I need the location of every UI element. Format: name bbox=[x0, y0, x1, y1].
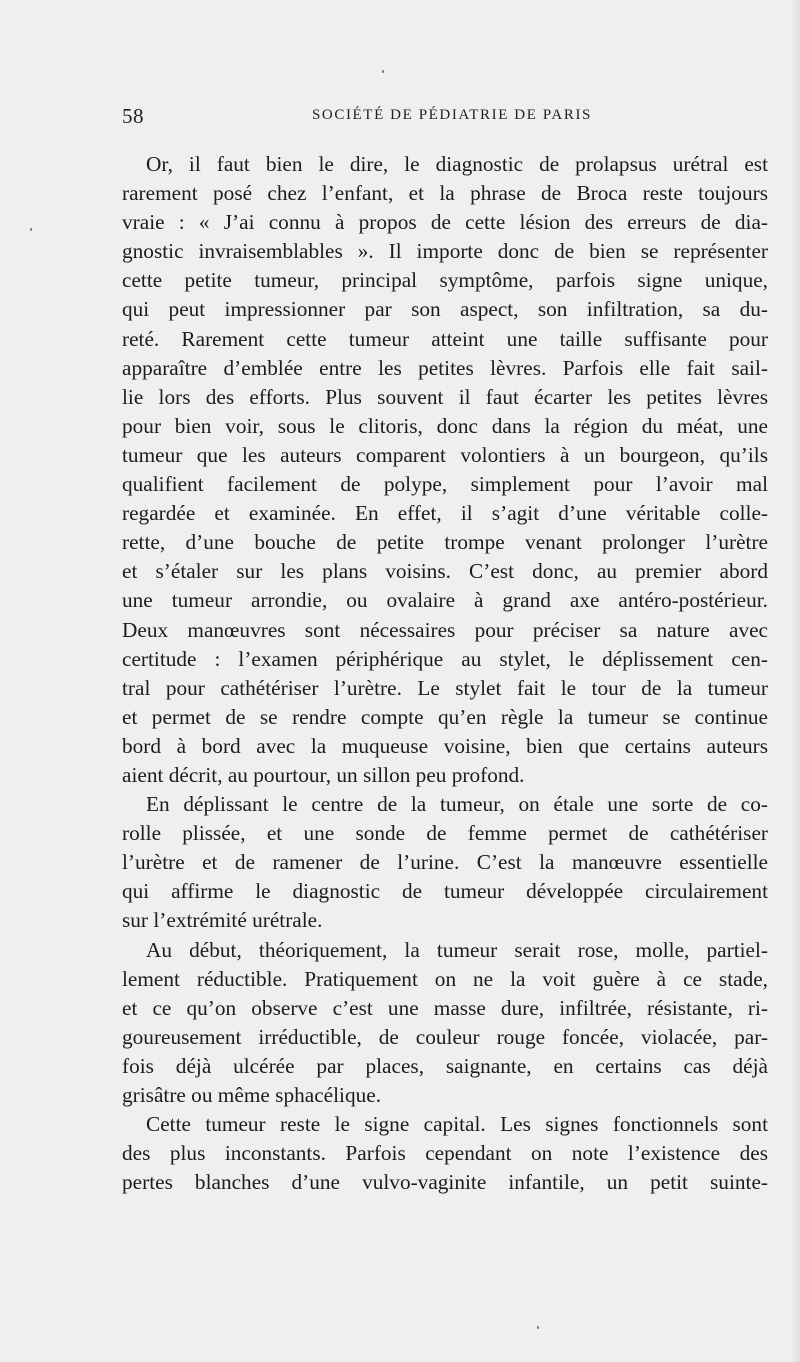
text-line: apparaître d’emblée entre les petites lèvres. Parfois elle fait sail- bbox=[122, 355, 768, 380]
text-line: des plus inconstants. Parfois cependant on note l’existence des bbox=[122, 1141, 768, 1166]
text-line: pertes blanches d’une vulvo-vaginite infantile, un petit suinte- bbox=[122, 1170, 768, 1195]
paragraph bbox=[122, 790, 768, 935]
text-line: et ce qu’on observe c’est une masse dure, infiltrée, résistante, ri- bbox=[122, 995, 768, 1020]
paper-speck bbox=[30, 228, 32, 231]
text-line: une tumeur arrondie, ou ovalaire à grand axe antéro-postérieur. bbox=[122, 588, 768, 613]
paper-speck bbox=[537, 1326, 539, 1329]
text-line: et permet de se rendre compte qu’en règle la tumeur se continue bbox=[122, 704, 768, 729]
running-head: SOCIÉTÉ DE PÉDIATRIE DE PARIS bbox=[311, 107, 592, 123]
text-line: En déplissant le centre de la tumeur, on étale une sorte de co- bbox=[146, 792, 768, 817]
paragraph bbox=[122, 936, 768, 1111]
body-text bbox=[122, 150, 768, 1197]
text-line: rette, d’une bouche de petite trompe venant prolonger l’urètre bbox=[122, 530, 768, 555]
text-line: pour bien voir, sous le clitoris, donc dans la région du méat, une bbox=[122, 413, 768, 438]
paper-speck bbox=[382, 70, 384, 73]
text-line: qui affirme le diagnostic de tumeur développée circulairement bbox=[122, 879, 768, 904]
text-line: cette petite tumeur, principal symptôme, parfois signe unique, bbox=[122, 268, 768, 293]
text-line: tumeur que les auteurs comparent volontiers à un bourgeon, qu’ils bbox=[122, 442, 768, 467]
text-line: reté. Rarement cette tumeur atteint une taille suffisante pour bbox=[122, 326, 768, 351]
text-line: Au début, théoriquement, la tumeur serait rose, molle, partiel- bbox=[146, 937, 768, 962]
page-edge-shadow bbox=[790, 0, 800, 1362]
text-line: tral pour cathétériser l’urètre. Le stylet fait le tour de la tumeur bbox=[122, 675, 768, 700]
text-line: Deux manœuvres sont nécessaires pour préciser sa nature avec bbox=[122, 617, 768, 642]
text-line: vraie : « J’ai connu à propos de cette lésion des erreurs de dia- bbox=[122, 210, 768, 235]
text-line: goureusement irréductible, de couleur rouge foncée, violacée, par- bbox=[122, 1024, 768, 1049]
text-line: Cette tumeur reste le signe capital. Les signes fonctionnels sont bbox=[146, 1112, 768, 1137]
text-line: et s’étaler sur les plans voisins. C’est donc, au premier abord bbox=[122, 559, 768, 584]
text-line: fois déjà ulcérée par places, saignante, en certains cas déjà bbox=[122, 1053, 768, 1078]
text-line: regardée et examinée. En effet, il s’agit d’une véritable colle- bbox=[122, 501, 768, 526]
text-line: certitude : l’examen périphérique au stylet, le déplissement cen- bbox=[122, 646, 768, 671]
text-line: grisâtre ou même sphacélique. bbox=[122, 1083, 382, 1107]
text-line: rarement posé chez l’enfant, et la phrase de Broca reste toujours bbox=[122, 181, 768, 206]
text-line: gnostic invraisemblables ». Il importe donc de bien se représenter bbox=[122, 239, 768, 264]
text-line: qui peut impressionner par son aspect, son infiltration, sa du- bbox=[122, 297, 768, 322]
text-line: rolle plissée, et une sonde de femme permet de cathétériser bbox=[122, 821, 768, 846]
text-line: bord à bord avec la muqueuse voisine, bien que certains auteurs bbox=[122, 733, 768, 758]
text-line: lement réductible. Pratiquement on ne la voit guère à ce stade, bbox=[122, 966, 768, 991]
paragraph bbox=[122, 1110, 768, 1197]
text-line: qualifient facilement de polype, simplement pour l’avoir mal bbox=[122, 472, 768, 497]
page-header bbox=[122, 104, 592, 130]
text-line: l’urètre et de ramener de l’urine. C’est la manœuvre essentielle bbox=[122, 850, 768, 875]
text-line: sur l’extrémité urétrale. bbox=[122, 908, 323, 933]
page-number: 58 bbox=[122, 104, 144, 128]
text-line: aient décrit, au pourtour, un sillon peu profond. bbox=[122, 762, 525, 787]
text-line: lie lors des efforts. Plus souvent il faut écarter les petites lèvres bbox=[122, 384, 768, 409]
paragraph bbox=[122, 150, 768, 790]
text-line: Or, il faut bien le dire, le diagnostic de prolapsus urétral est bbox=[146, 152, 768, 176]
